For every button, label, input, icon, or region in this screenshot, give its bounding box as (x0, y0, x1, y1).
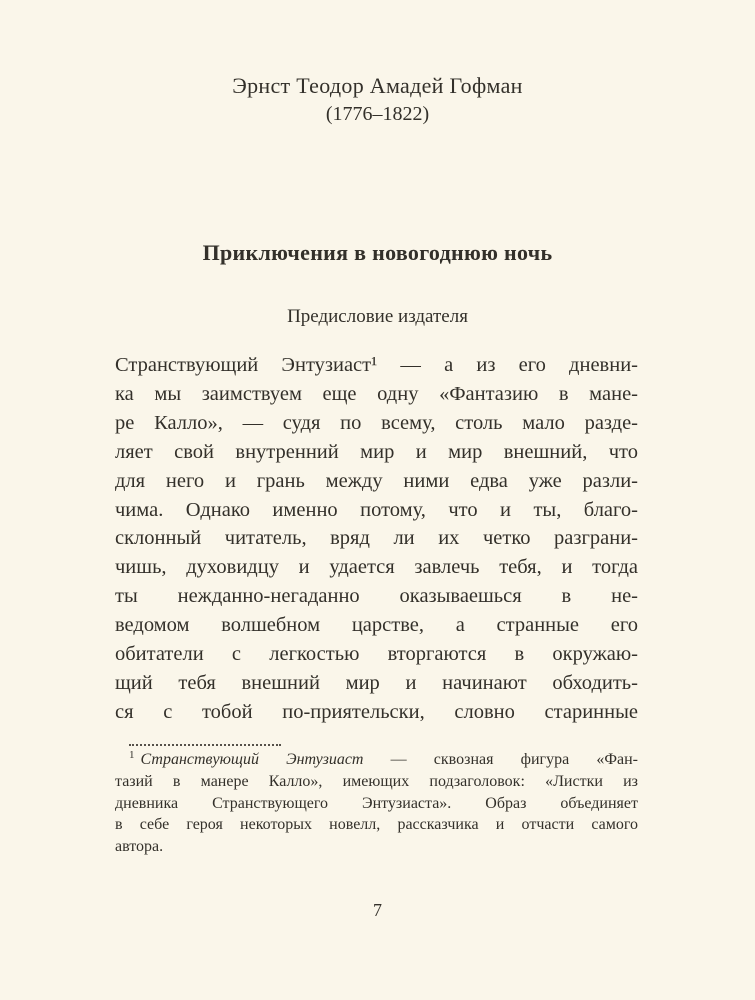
footnote-line: автора. (115, 838, 164, 856)
author-name: Эрнст Теодор Амадей Гофман (232, 73, 523, 98)
body-line: для него и грань между ними едва уже разли- (115, 469, 638, 492)
body-line: щий тебя внешний мир и начинают обходить- (115, 671, 638, 694)
body-line: склонный читатель, вряд ли их четко разграни- (115, 527, 638, 550)
body-line: ведомом волшебном царстве, а странные его (115, 614, 638, 637)
body-line: Странствующий Энтузиаст¹ — а из его дневни- (115, 354, 638, 376)
body-line: ре Калло», — судя по всему, столь мало разде- (115, 411, 638, 434)
footnote-line (115, 749, 638, 771)
footnote-text: — сквозная фигура «Фан- (363, 751, 639, 768)
section-subtitle: Предисловие издателя (287, 306, 468, 327)
body-line: ка мы заимствуем еще одну «Фантазию в мане- (115, 382, 638, 405)
footnote-line: тазий в манере Калло», имеющих подзаголовок: «Листки из (115, 772, 638, 790)
footnote-line: в себе героя некоторых новелл, рассказчика и отчасти самого (115, 816, 638, 834)
body-line: чишь, духовидцу и удается завлечь тебя, и тогда (115, 556, 638, 579)
footnote-separator (129, 744, 281, 746)
footnote-line: дневника Странствующего Энтузиаста». Образ объединяет (115, 794, 638, 812)
author-block (0, 71, 755, 128)
story-title: Приключения в новогоднюю ночь (202, 240, 553, 265)
body-line: ся с тобой по-приятельски, словно старинные (115, 700, 638, 723)
body-line: чима. Однако именно потому, что и ты, благо- (115, 498, 638, 521)
body-paragraph (115, 351, 638, 727)
footnote-term: Странствующий Энтузиаст (140, 751, 364, 768)
body-line: обитатели с легкостью вторгаются в окружаю- (115, 643, 638, 666)
footnote-block (115, 744, 638, 858)
page-number: 7 (373, 900, 382, 920)
footnote-marker: 1 (129, 748, 135, 761)
body-line: ты нежданно-негаданно оказываешься в не- (115, 585, 638, 608)
body-line: ляет свой внутренний мир и мир внешний, что (115, 440, 638, 463)
author-years: (1776–1822) (325, 103, 430, 125)
